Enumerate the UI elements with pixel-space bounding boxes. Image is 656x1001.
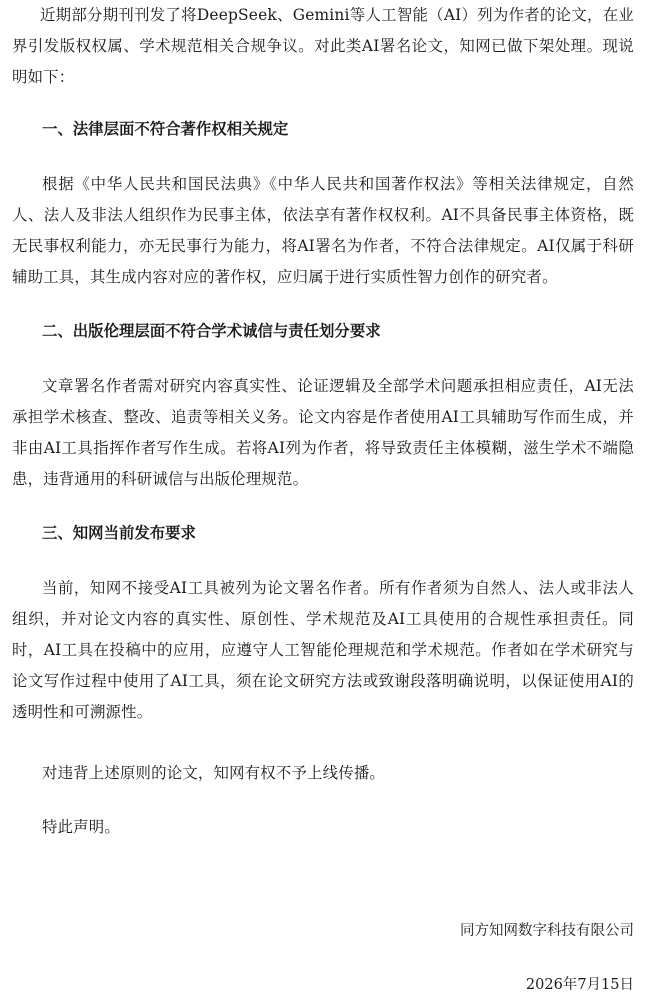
section-3-heading: 三、知网当前发布要求 — [42, 524, 196, 542]
section-1-heading: 一、法律层面不符合著作权相关规定 — [42, 120, 289, 138]
section-2-heading: 二、出版伦理层面不符合学术诚信与责任划分要求 — [42, 322, 381, 340]
date: 2026年7月15日 — [525, 977, 634, 993]
section-3-body: 当前，知网不接受AI工具被列为论文署名作者。所有作者须为自然人、法人或非法人组织，并对论文内容的真实性、原创性、学术规范及AI工具使用的合规性承担责任。同时，AI工具在投稿中的应用，应遵守人工智能伦理规范和学术规范。作者如在学术研究与论文写作过程中使用了AI工具，须在论文研究方法或致谢段落明确说明，以保证使用AI的透明性和可溯源性。 — [12, 579, 634, 721]
closing-paragraph: 对违背上述原则的论文，知网有权不予上线传播。 — [42, 764, 385, 782]
section-2-body: 文章署名作者需对研究内容真实性、论证逻辑及全部学术问题承担相应责任，AI无法承担学术核查、整改、追责等相关义务。论文内容是作者使用AI工具辅助写作而生成，并非由AI工具指挥作者写作生成。若将AI列为作者，将导致责任主体模糊，滋生学术不端隐患，违背通用的科研诚信与出版伦理规范。 — [12, 377, 634, 488]
intro-paragraph: 近期部分期刊刊发了将DeepSeek、Gemini等人工智能（AI）列为作者的论文，在业界引发版权权属、学术规范相关合规争议。对此类AI署名论文，知网已做下架处理。现说明如下： — [12, 6, 634, 86]
signature: 同方知网数字科技有限公司 — [460, 923, 634, 939]
section-1-body: 根据《中华人民共和国民法典》《中华人民共和国著作权法》等相关法律规定，自然人、法人及非法人组织作为民事主体，依法享有著作权权利。AI不具备民事主体资格，既无民事权利能力，亦无民事行为能力，将AI署名为作者，不符合法律规定。AI仅属于科研辅助工具，其生成内容对应的著作权，应归属于进行实质性智力创作的研究者。 — [12, 175, 634, 286]
statement-paragraph: 特此声明。 — [42, 818, 120, 836]
